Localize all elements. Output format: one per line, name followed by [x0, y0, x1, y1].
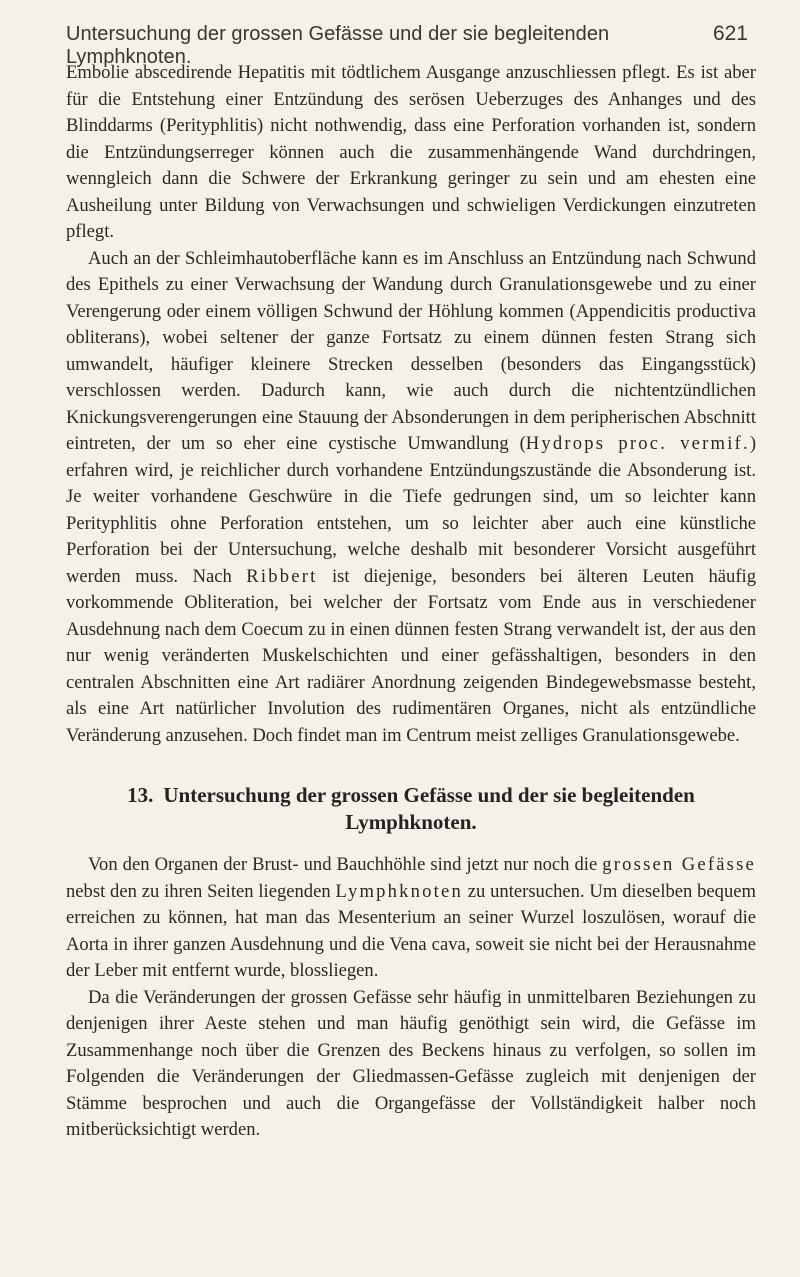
paragraph-text: ) erfahren wird, je reichlicher durch vorhandene Entzündungszustände die Absonderung ist. Je weiter vorhandene Geschwüre in die Tiefe gedrungen sind, um so leichter kann Perityphlitis ohne Perforation entstehen, um so leichter aber auch eine künstliche Perforation bei der Untersuchung, welche deshalb mit besonderer Vorsicht ausgeführt werden muss. Nach	[66, 433, 757, 587]
page-number: 621	[712, 22, 748, 45]
paragraph-text: zu untersuchen. Um dieselben bequem erreichen zu können, hat man das Mesenterium an seiner Wurzel loszulösen, worauf die Aorta in ihrer ganzen Ausdehnung und die Vena cava, soweit sie nicht bei der Herausnahme der Leber mit entfernt wurde, blossliegen.	[66, 880, 756, 981]
text-block-vessels	[66, 852, 756, 1144]
paragraph-text: Von den Organen der Brust- und Bauchhöhle sind jetzt nur noch die	[88, 854, 603, 875]
text-block-appendix	[66, 60, 756, 749]
paragraph	[66, 985, 756, 1144]
spaced-term: Lymphknoten	[335, 880, 463, 902]
paragraph-text: ist diejenige, besonders bei älteren Leuten häufig vorkommende Obliteration, bei welcher der Fortsatz vom Ende aus in verschiedener Ausdehnung nach dem Coecum zu in einen dünnen festen Strang verwandelt ist, der aus den nur wenig veränderten Muskelschichten und einer gefässhaltigen, besonders in den centralen Abschnitten eine Art radiärer Anordnung zeigenden Bindegewebsmasse besteht, als eine Art natürlicher Involution des rudimentären Organes, nicht als entzündliche Veränderung anzusehen. Doch findet man im Centrum meist zelliges Granulationsgewebe.	[66, 565, 756, 746]
section-number: 13.	[127, 783, 154, 807]
paragraph	[66, 60, 756, 246]
running-header	[66, 22, 748, 68]
spaced-term: grossen Gefässe	[602, 854, 756, 875]
spaced-term: Hydrops proc. vermif.	[525, 433, 750, 454]
paragraph-text: Auch an der Schleimhautoberfläche kann es im Anschluss an Entzündung nach Schwund des Epithels zu einer Verwachsung der Wandung durch Granulationsgewebe und zu einer Verengerung oder einem völligen Schwund der Höhlung kommen (Appendicitis productiva obliterans), wobei seltener der ganze Fortsatz zu einem dünnen festen Strang sich umwandelt, häufiger kleinere Strecken desselben (besonders das Eingangsstück) verschlossen werden. Dadurch kann, wie auch durch die nichtentzündlichen Knickungsverengerungen eine Stauung der Absonderungen in dem peripherischen Abschnitt eintreten, der um so eher eine cystische Umwandlung (	[66, 247, 756, 454]
paragraph	[66, 852, 756, 985]
author-name: Ribbert	[246, 565, 318, 587]
paragraph-text: Da die Veränderungen der grossen Gefässe sehr häufig in unmittelbaren Beziehungen zu denjenigen ihrer Aeste stehen und man häufig genöthigt sein wird, die Gefässe im Zusammenhange noch über die Grenzen des Beckens hinaus zu verfolgen, so sollen im Folgenden die Veränderungen der Gliedmassen-Gefässe zugleich mit denjenigen der Stämme besprochen und auch die Organgefässe der Vollständigkeit halber noch mitberücksichtigt werden.	[66, 986, 756, 1140]
paragraph-text: nebst den zu ihren Seiten liegenden	[66, 880, 336, 902]
section-title: Untersuchung der grossen Gefässe und der sie begleitenden Lymphknoten.	[163, 783, 695, 834]
paragraph	[66, 246, 756, 750]
running-title: Untersuchung der grossen Gefässe und der sie begleitenden Lymphknoten.	[66, 23, 610, 68]
paragraph-text: Embolie abscedirende Hepatitis mit tödtlichem Ausgange anzuschliessen pflegt. Es ist aber für die Entstehung einer Entzündung des serösen Ueberzuges des Anhanges und des Blinddarms (Perityphlitis) nicht nothwendig, dass eine Perforation vorhanden ist, sondern die Entzündungserreger können auch die zusammenhängende Wand durchdringen, wenngleich dann die Schwere der Erkrankung geringer zu sein und am ehesten eine Ausheilung unter Bildung von Verwachsungen und schwieligen Verdickungen einzutreten pflegt.	[66, 62, 756, 242]
section-heading	[66, 782, 756, 836]
